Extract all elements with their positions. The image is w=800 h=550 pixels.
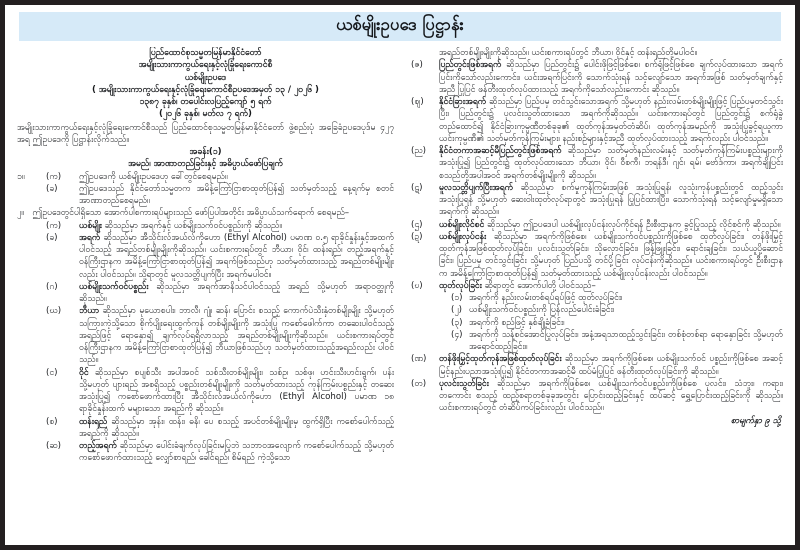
definition-item — [411, 182, 783, 219]
item-text: နိုင်ငံခြားအရက် ဆိုသည်မှာ ပြည်ပမှ တင်သွင်းသောအရက် သို့မဟုတ် နည်းလမ်းတစ်မျိုးမျိုးဖြင့် ပြည်ပမှတင်သွင်းပြီး၊ ပြည်တွင်း၌ ပုလင်းသွတ်ထားသော အရက်ကိုဆိုသည်။ ယင်းစကားရပ်တွင် ပြည်တွင်း၌ စက်ရုံခွဲတည်ထောင်၍ နိုင်ငံခြားကုမ္ပဏီတစ်ခုခု၏ ထုတ်ကုန်အမှတ်တံဆိပ်၊ ထုတ်ကုန်အမည်ကို အသုံးပြုခွင့်ရယူကာ ယင်းကုမ္ပဏီ၏ သတ်မှတ်ကုန်ကြမ်းများ၊ နည်းစဉ်များနှင့်အညီ ထုတ်လုပ်ထားသည့် အရက်လည်း ပါဝင်သည်။ — [439, 97, 783, 144]
item-text: ယစ်မျိုးလိုင်စင် ဆိုသည်မှာ ဤဥပဒေပါ ယစ်မျိုးလုပ်ငန်းလုပ်ကိုင်ရန် ဦးစီးဌာနက ခွင့်ပြုသည့် လိုင်စင်ကို ဆိုသည်။ — [439, 219, 781, 230]
chapter-heading: အခန်း(၁) — [189, 147, 222, 157]
definition-item — [411, 378, 783, 415]
item-label: (ဂ) — [46, 281, 58, 292]
sub-item-text: အရက်ကို သန့်စင်အောင်ပြုလုပ်ခြင်း၊ အနံ့အရသာထည့်သွင်းခြင်း၊ တစ်စုံတစ်ရာ ရောနှောခြင်း သို့မဟုတ် အရောင်ထည့်ခြင်း။ — [469, 329, 783, 352]
sub-item-text: အရက်ကို စည်ဖြင့် နှစ်ချို့ခံခြင်း၊ — [469, 317, 565, 328]
definition-item — [411, 145, 783, 182]
item-text: ပြည်တွင်းဖြစ်အရက် ဆိုသည်မှာ ပြည်တွင်း၌ ပေါင်းဖိုဖြင့်ဖြစ်စေ၊ စက်ရုံဖြင့်ဖြစ်စေ ချက်လုပ်ထားသော အရက်ပြင်းကိုသော်လည်းကောင်း၊ ယင်းအရက်ပြင်းကို သောက်သုံးရန် သင့်လျော်သော အရက်အဖြစ် သတ်မှတ်ချက်နှင့်အညီ ပြုပြင် ဖန်တီးထုတ်လုပ်ထားသည့် အရက်ကိုသော်လည်းကောင်း ဆိုသည်။ — [439, 60, 783, 95]
section-2-number: ၂။ — [17, 208, 24, 219]
definition-item — [46, 281, 394, 306]
item-label: (ခ) — [46, 183, 58, 194]
sub-item — [451, 292, 783, 304]
sub-item-label: (၂) — [451, 305, 462, 316]
preamble — [17, 47, 394, 121]
sub-item — [451, 329, 783, 354]
item-label: (င) — [46, 367, 58, 378]
section-1-number: ၁။ — [17, 171, 25, 182]
definition-item — [46, 367, 394, 416]
section-1 — [17, 171, 394, 208]
item-label: (တ) — [411, 378, 427, 389]
item-label: (စ) — [46, 416, 58, 427]
myanmar-date-line: ၁၃၈၇ ခုနှစ်၊ တပေါင်းလပြည့်ကျော် ၅ ရက် — [139, 97, 272, 107]
item-text: ဤဥပဒေသည် နိုင်ငံတော်သမ္မတက အမိန့်ကြော်ငြာစာထုတ်ပြန်၍ သတ်မှတ်သည့် နေ့ရက်မှ စတင်အာဏာတည်စေရမည်။ — [79, 183, 394, 206]
definition-item — [46, 220, 394, 232]
definition-item — [411, 59, 783, 96]
item-label: (က) — [46, 220, 62, 231]
item-label: (ဃ) — [46, 306, 62, 317]
law-number-line: ( အမျိုးသားကာကွယ်ရေးနှင့်လုံခြုံရေးကောင်စီဥပဒေအမှတ် ၁၃ / ၂၀၂၆ ) — [92, 84, 319, 95]
item-text: မူလသတ္တိပျက်ပြီးအရက် ဆိုသည်မှာ စက်မှုကုန်ကြမ်းအဖြစ် အသုံးပြုရန်၊ လူသုံးကုန်ပစ္စည်းတွင် ထည့်သွင်းအသုံးပြုရန် သို့မဟုတ် ဆေးဝါးထုတ်လုပ်ရာတွင် အသုံးပြုရန် ပြုပြင်ထားပြီး၊ သောက်သုံးရန် သင့်လျော်မှုမရှိသောအရက်ကို ဆိုသည်။ — [439, 182, 783, 218]
production-sub-list — [439, 292, 783, 353]
item-label: (ဇ) — [411, 60, 423, 71]
item-text: နိုင်ငံတကာအဆင့်မီပြည်တွင်းဖြစ်အရက် ဆိုသည်မှာ သတ်မှတ်နည်းလမ်းနှင့် သတ်မှတ်ကုန်ကြမ်းပစ္စည်းများကို အသုံးပြု၍ ပြည်တွင်း၌ ထုတ်လုပ်ထားသော ဘီယာ၊ ဝိုင်၊ ဝီစကီ၊ ဘရန်ဒီ၊ ဂျင်၊ ရမ်၊ ဗော်ဒ်ကာ၊ အရက်ချိုပြင်း စသည်တို့အပါအဝင် အရက်တစ်မျိုးမျိုးကို ဆိုသည်။ — [439, 146, 783, 181]
item-text: ထန်းရည် ဆိုသည်မှာ အုန်း၊ ထန်း၊ ဓနိ၊ ပေ စသည့် အပင်တစ်မျိုးမျိုးမှ ထွက်ရှိပြီး ကစော်ပေါက်သည့် အရည်ကို ဆိုသည်။ — [79, 416, 395, 439]
state-name-line: ပြည်ထောင်စုသမ္မတမြန်မာနိုင်ငံတော် — [149, 48, 262, 58]
document-body — [17, 47, 783, 548]
sub-item-text: အရက်ကို နည်းလမ်းတစ်ရပ်ရပ်ဖြင့် ထုတ်လုပ်ခြင်း၊ — [469, 293, 623, 303]
item-label: (ဍ) — [411, 231, 423, 242]
chapter-subheading: အမည်၊ အာဏာတည်ခြင်းနှင့် အဓိပ္ပာယ်ဖော်ပြချက် — [128, 159, 283, 170]
enacting-clause: အမျိုးသားကာကွယ်ရေးနှင့်လုံခြုံရေးကောင်စီသည် ပြည်ထောင်စုသမ္မတမြန်မာနိုင်ငံတော် ဖွဲ့စည်းပုံ အခြေခံဥပဒေပုဒ်မ ၄၂၇ အရ ဤဥပဒေကို ပြဋ္ဌာန်းလိုက်သည်။ — [17, 122, 394, 145]
sub-item-label: (၃) — [451, 317, 463, 328]
page-title: ယစ်မျိုးဥပဒေ ပြဋ္ဌာန်း — [336, 14, 464, 34]
left-column — [17, 47, 394, 548]
definition-item — [411, 231, 783, 280]
definitions-list-right — [406, 59, 783, 414]
section-1-item — [46, 183, 394, 208]
item-text: ယစ်မျိုးသက်ဝင်ပစ္စည်း ဆိုသည်မှာ အရက်အာနိသင်ပါဝင်သည့် အရည် သို့မဟုတ် အရာဝတ္ထုကို ဆိုသည်။ — [79, 281, 394, 304]
item-label: (ဆ) — [46, 441, 62, 451]
definition-item — [46, 416, 394, 441]
item-label: (ဏ) — [411, 354, 427, 365]
page-continuation-note: စာမျက်နှာ ၉ သို့ — [730, 415, 781, 426]
item-text: တန်ဖိုးမြှင့်ထုတ်ကုန်အဖြစ်ထုတ်လုပ်ခြင်း ဆိုသည်မှာ အရက်ကိုဖြစ်စေ၊ ယစ်မျိုးသက်ဝင် ပစ္စည်းကိုဖြစ်စေ အဆင့်မြင့်နည်းပညာအသုံးပြု၍ နိုင်ငံတကာအဆင့်မီ ထပ်မံပြုပြင် ဖန်တီးထုတ်လုပ်ခြင်းကို ဆိုသည်။ — [439, 354, 783, 377]
production-intro: ထုတ်လုပ်ခြင်း ဆိုရာတွင် အောက်ပါတို့ ပါဝင်သည်– — [439, 280, 596, 291]
definition-item — [411, 219, 783, 231]
item-label: (ဎ) — [411, 280, 423, 291]
definition-item — [46, 232, 394, 281]
item-label: (ခ) — [46, 232, 58, 243]
item-text: ယစ်မျိုးလုပ်ငန်း ဆိုသည်မှာ အရက်ကိုဖြစ်စေ၊ ယစ်မျိုးသက်ဝင်ပစ္စည်းကိုဖြစ်စေ ထုတ်လုပ်ခြင်း၊ တန်ဖိုးမြှင့်ထုတ်ကုန်အဖြစ်ထုတ်လုပ်ခြင်း၊ ပုလင်းသွတ်ခြင်း၊ သိုလှောင်ခြင်း၊ ဖြန့်ဖြူးခြင်း၊ ရောင်းချခြင်း၊ သယ်ယူပို့ဆောင်ခြင်း၊ ပြည်ပမှ တင်သွင်းခြင်း သို့မဟုတ် ပြည်ပသို့ တင်ပို့ခြင်း လုပ်ငန်းကိုဆိုသည်။ ယင်းစကားရပ်တွင် ဦးစီးဌာနက အမိန့်ကြော်ငြာစာထုတ်ပြန်၍ သတ်မှတ်ထားသည့် ယစ်မျိုးလုပ်ငန်းလည်း ပါဝင်သည်။ — [439, 231, 783, 279]
sub-item-text: ယစ်မျိုးသက်ဝင်ပစ္စည်းကို ပြန်လည်ပေါင်းခံခြင်း၊ — [469, 305, 615, 316]
law-title-line: ယစ်မျိုးဥပဒေ — [184, 72, 227, 83]
item-text: ယစ်မျိုး ဆိုသည်မှာ အရက်နှင့် ယစ်မျိုးသက်ဝင်ပစ္စည်းကို ဆိုသည်။ — [79, 220, 282, 231]
section-2-intro — [17, 207, 394, 219]
item-text — [439, 280, 783, 354]
definition-item — [411, 353, 783, 378]
sub-item-label: (၁) — [451, 293, 463, 303]
item-text: ဤဥပဒေကို ယစ်မျိုးဥပဒေဟု ခေါ်တွင်စေရမည်။ — [79, 171, 228, 182]
item-label: (ည) — [411, 146, 427, 156]
definition-item — [46, 440, 394, 465]
item-label: (ဈ) — [411, 97, 424, 107]
item-label: (က) — [46, 171, 62, 182]
sub-item — [451, 304, 783, 316]
section-2-intro-text: ဤဥပဒေတွင်ပါရှိသော အောက်ပါစကားရပ်များသည် ဖော်ပြပါအတိုင်း အဓိပ္ပာယ်သက်ရောက် စေရမည်– — [32, 208, 350, 219]
item-label: (ဋ) — [411, 182, 423, 193]
definition-item — [411, 96, 783, 145]
item-text: ဝိုင် ဆိုသည်မှာ စပျစ်သီး အပါအဝင် သစ်သီးတစ်မျိုးမျိုး၊ သစ်ဥ၊ သစ်ဖု၊ ဟင်းသီးဟင်းရွက်၊ ပန်း သို့မဟုတ် ပျားရည် အစရှိသည့် ပစ္စည်းတစ်မျိုးမျိုးကို သတ်မှတ်ထားသည့် ကုန်ကြမ်းပစ္စည်းနှင့် တဆေးအသုံးပြု၍ ကစော်ဖောက်ထားပြီး အီသိုင်းလ်အယ်လ်ကိုဟော (Ethyl Alcohol) ပမာဏ ၁၈ ရာခိုင်နှုန်းထက် မများသော အရည်ကို ဆိုသည်။ — [79, 367, 394, 415]
definition-continuation: အရည်တစ်မျိုးမျိုးကိုဆိုသည်။ ယင်းစကားရပ်တွင် ဘီယာ၊ ဝိုင်နှင့် ထန်းရည်တို့မပါဝင်။ — [439, 48, 698, 58]
item-text: ပုလင်းသွတ်ခြင်း ဆိုသည်မှာ အရက်ကိုဖြစ်စေ၊ ယစ်မျိုးသက်ဝင်ပစ္စည်းကိုဖြစ်စေ ပုလင်း၊ သံဘူး၊ ကရား၊ တကောင်း စသည့် ထည့်စရာတစ်ခုခုအတွင်း ပြောင်းထည့်ခြင်းနှင့် ထပ်ဆင့် ရွှေ့ပြောင်းထည့်ခြင်းကို ဆိုသည်။ ယင်းစကားရပ်တွင် တံဆိပ်ကပ်ခြင်းလည်း ပါဝင်သည်။ — [439, 378, 783, 414]
item-text: တည့်အရက် ဆိုသည်မှာ ပေါင်းခံချက်လုပ်ခြင်းမပြုဘဲ သဘာဝအလျောက် ကစော်ပေါက်သည့် သို့မဟုတ် ကစော်ဖောက်ထားသည့် လျှော်စာရည်၊ ခေါင်ရည်၊ စိမ်ရည် ကဲ့သို့သော — [79, 441, 394, 464]
definition-item — [46, 305, 394, 366]
right-column — [406, 47, 783, 548]
item-text: ဘီယာ ဆိုသည်မှာ မုယောစပါး၊ ဘာလီ၊ ဂျုံ၊ ဆန်၊ ပြောင်း စသည့် ကောက်ပဲသီးနှံတစ်မျိုးမျိုး သို့မဟုတ် သကြားကဲ့သို့သော စိုက်ပျိုးရေးထွက်ကုန် တစ်မျိုးမျိုးကို အသုံးပြု ကစော်ဖေါက်ကာ တဆေးပါဝင်သည့် အရည်ဖြင့် ရောနှော၍ ချက်လုပ်ရရှိလာသည့် အရည်တစ်မျိုးမျိုးကိုဆိုသည်။ ယင်းစကားရပ်တွင် ဝန်ကြီးဌာနက အမိန့်ကြော်ငြာစာထုတ်ပြန်၍ ဘီယာဖြစ်သည်ဟု သတ်မှတ်ထားသည့်အရည်လည်း ပါဝင်သည်။ — [79, 306, 395, 366]
sub-item — [451, 317, 783, 329]
section-1-item — [46, 171, 394, 183]
gregorian-date-line: (၂၀၂၆ ခုနှစ်၊ မတ်လ ၇ ရက်) — [159, 109, 252, 120]
sub-item-label: (၄) — [451, 329, 463, 340]
definition-item-production — [411, 280, 783, 354]
council-name-line: အမျိုးသားကာကွယ်ရေးနှင့်လုံခြုံရေးကောင်စီ — [138, 60, 273, 71]
title-banner — [19, 12, 781, 41]
definitions-list-left — [17, 220, 394, 465]
item-label: (ဌ) — [411, 219, 423, 230]
item-text: အရက် ဆိုသည်မှာ အီသိုင်းလ်အယ်လ်ကိုဟော (Ethyl Alcohol) ပမာဏ ၀.၅ ရာခိုင်နှုန်းနှင့်အထက် ပါဝင်သည့် အရည်တစ်မျိုးမျိုးကိုဆိုသည်။ ယင်းစကားရပ်တွင် ဘီယာ၊ ဝိုင်၊ ထန်းရည်၊ တည့်အရက်နှင့် ဝန်ကြီးဌာနက အမိန့်ကြော်ငြာစာထုတ်ပြန်၍ အရက်ဖြစ်သည်ဟု သတ်မှတ်ထားသည့် အရည်တစ်မျိုးမျိုးလည်း ပါဝင်သည်။ သို့ရာတွင် မူလသတ္တိပျက်ပြီး အရက်မပါဝင်။ — [79, 232, 395, 280]
